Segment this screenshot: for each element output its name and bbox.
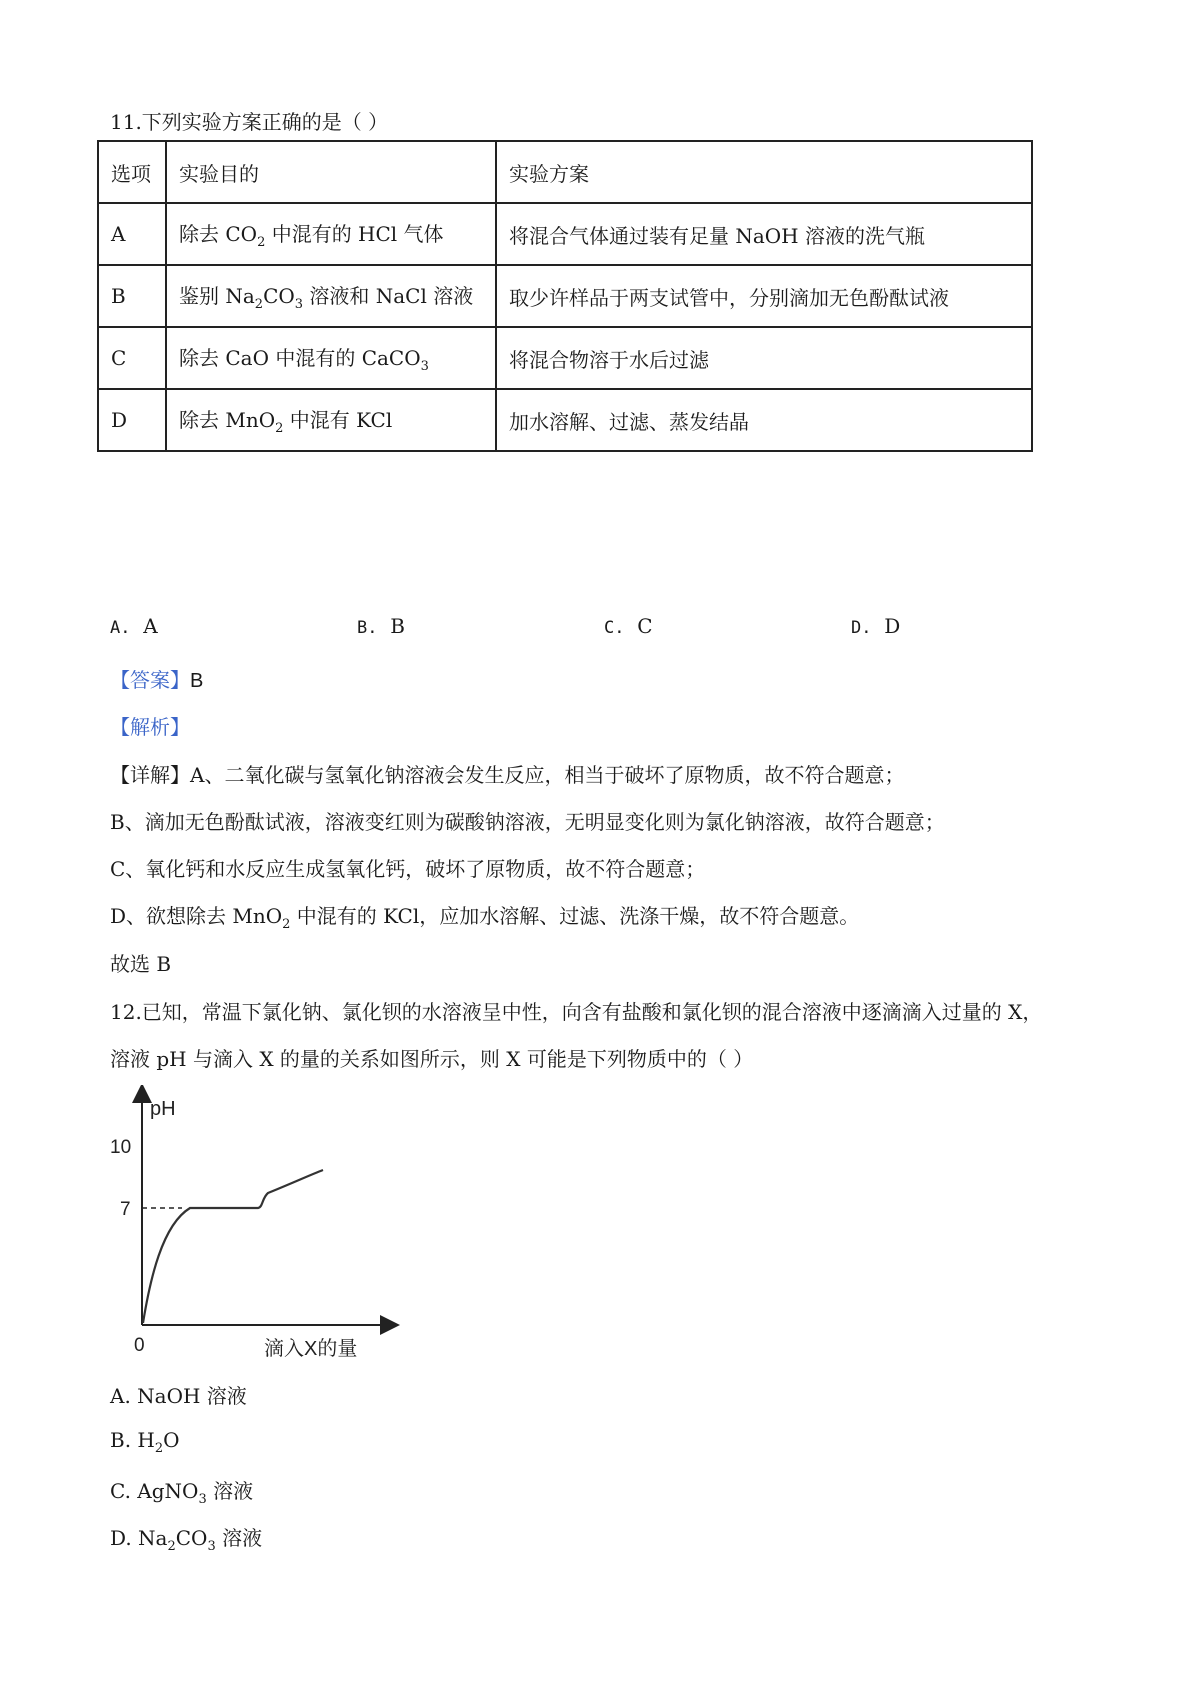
table-header-cell: 选项 [98, 141, 166, 203]
q12-stem-2: 溶液 pH 与滴入 X 的量的关系如图所示，则 X 可能是下列物质中的（ ） [110, 1047, 754, 1071]
tick-7: 7 [120, 1199, 131, 1220]
table-row [98, 203, 1032, 265]
table-cell-goal: 除去 CaO 中混有的 CaCO$_3$ [166, 327, 496, 389]
table-header-cell: 实验目的 [166, 141, 496, 203]
table-row [98, 265, 1032, 327]
q12-option-d[interactable]: D. $Na_2CO_3$ 溶液 [110, 1526, 263, 1554]
detail-line-3: C、氧化钙和水反应生成氢氧化钙，破坏了原物质，故不符合题意； [110, 857, 706, 881]
conclusion: 故选 B [110, 952, 172, 976]
table-cell-plan: 将混合物溶于水后过滤 [496, 327, 1032, 389]
choice-d[interactable]: D. D [851, 614, 901, 638]
choice-b[interactable]: B. B [357, 614, 405, 638]
answer-tag: 【答案】 [110, 668, 190, 692]
table-cell-option: A [98, 203, 166, 265]
origin-label: 0 [134, 1335, 145, 1356]
answer-value: B [190, 670, 204, 692]
table-cell-plan: 加水溶解、过滤、蒸发结晶 [496, 389, 1032, 451]
table-cell-goal: 除去 $CO_2$ 中混有的 HCl 气体 [166, 203, 496, 265]
table-cell-goal: 鉴别 $Na_2CO_3$ 溶液和 NaCl 溶液 [166, 265, 496, 327]
q11-choices [110, 614, 1090, 644]
q11-options-table [97, 140, 1033, 452]
choice-a[interactable]: A. A [110, 614, 158, 638]
table-header-row [98, 141, 1032, 203]
detail-line-4: D、欲想除去 MnO$_2$ 中混有的 KCl，应加水溶解、过滤、洗涤干燥，故不符合题意。 [110, 904, 860, 932]
tick-10: 10 [110, 1137, 132, 1158]
table-row [98, 327, 1032, 389]
detail-line-2: B、滴加无色酚酞试液，溶液变红则为碳酸钠溶液，无明显变化则为氯化钠溶液，故符合题意； [110, 810, 945, 834]
x-axis-label: 滴入X的量 [264, 1338, 358, 1360]
ph-curve [143, 1170, 323, 1323]
table-cell-option: B [98, 265, 166, 327]
table-cell-plan: 取少许样品于两支试管中，分别滴加无色酚酞试液 [496, 265, 1032, 327]
q12-option-c[interactable]: C. AgNO$_3$ 溶液 [110, 1479, 254, 1507]
table-cell-option: C [98, 327, 166, 389]
table-row [98, 389, 1032, 451]
ph-graph [110, 1085, 410, 1370]
table-cell-option: D [98, 389, 166, 451]
table-cell-goal: 除去 MnO$_2$ 中混有 KCl [166, 389, 496, 451]
q12-stem-1: 12.已知，常温下氯化钠、氯化钡的水溶液呈中性，向含有盐酸和氯化钡的混合溶液中逐滴滴入过量的 X， [110, 1000, 1043, 1024]
q11-stem: 11.下列实验方案正确的是（ ） [110, 110, 389, 134]
detail-line-1: 【详解】A、二氧化碳与氢氧化钠溶液会发生反应，相当于破坏了原物质，故不符合题意； [110, 763, 905, 787]
choice-c[interactable]: C. C [604, 614, 653, 638]
y-axis-label: pH [150, 1098, 176, 1120]
answer-line [110, 664, 203, 693]
q12-option-b[interactable]: B. $H_2O$ [110, 1428, 180, 1456]
table-header-cell: 实验方案 [496, 141, 1032, 203]
analysis-tag: 【解析】 [110, 715, 190, 739]
q12-option-a[interactable]: A. NaOH 溶液 [110, 1384, 247, 1408]
table-cell-plan: 将混合气体通过装有足量 NaOH 溶液的洗气瓶 [496, 203, 1032, 265]
